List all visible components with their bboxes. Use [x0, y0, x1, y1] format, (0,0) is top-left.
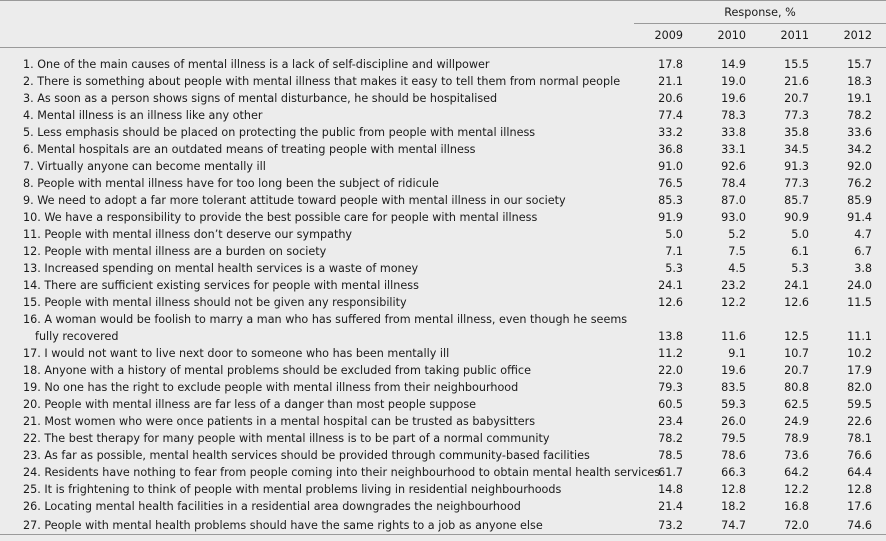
value-cell: 91.4 [847, 211, 873, 224]
value-cell: 61.7 [658, 466, 683, 479]
value-cell: 16.8 [784, 500, 809, 513]
table-row [0, 243, 886, 260]
table-row [0, 362, 886, 379]
value-cell: 23.2 [721, 279, 746, 292]
value-cell: 91.3 [784, 160, 809, 173]
value-cell: 62.5 [784, 398, 809, 411]
header-row-response [0, 1, 886, 24]
statement-cell: 27. People with mental health problems should have the same rights to a job as anyone else [0, 515, 634, 535]
value-cell: 5.3 [665, 262, 683, 275]
statement-cell: 17. I would not want to live next door to someone who has been mentally ill [23, 347, 450, 360]
value-cell: 19.1 [847, 92, 873, 105]
value-cell: 76.5 [658, 177, 683, 190]
value-cell: 15.7 [847, 58, 873, 71]
value-cell: 78.2 [658, 432, 683, 445]
table-row [0, 311, 886, 345]
table-row [0, 345, 886, 362]
value-cell: 33.1 [721, 143, 746, 156]
statement-text: 16. A woman would be foolish to marry a man who has suffered from mental illness, even though he seems [23, 313, 628, 326]
value-cell: 17.9 [847, 364, 873, 377]
table-row [0, 379, 886, 396]
value-cell: 33.2 [658, 126, 683, 139]
value-cell: 36.8 [658, 143, 683, 156]
table-row [0, 498, 886, 515]
statement-cell: 2. There is something about people with mental illness that makes it easy to tell them from normal people [23, 75, 621, 88]
value-cell: 12.2 [721, 296, 746, 309]
value-cell: 21.6 [784, 75, 809, 88]
value-cell: 21.4 [658, 500, 683, 513]
value-cell: 20.7 [784, 92, 809, 105]
statement-cell: 15. People with mental illness should not be given any responsibility [23, 296, 407, 309]
value-cell: 4.5 [728, 262, 746, 275]
statement-cell: 6. Mental hospitals are an outdated means of treating people with mental illness [23, 143, 476, 156]
table-row [0, 430, 886, 447]
value-cell: 73.6 [784, 449, 809, 462]
value-cell: 19.6 [721, 364, 746, 377]
value-cell: 11.2 [658, 347, 683, 360]
value-cell: 34.2 [847, 143, 873, 156]
statement-cell: 3. As soon as a person shows signs of mental disturbance, he should be hospitalised [23, 92, 498, 105]
statement-cell: 4. Mental illness is an illness like any other [23, 109, 263, 122]
value-cell: 5.0 [791, 228, 809, 241]
statement-cell: 18. Anyone with a history of mental problems should be excluded from taking public office [23, 364, 531, 377]
value-cell: 60.5 [658, 398, 683, 411]
value-cell: 18.2 [721, 500, 746, 513]
value-cell: 19.6 [721, 92, 746, 105]
value-cell: 12.6 [784, 296, 809, 309]
table-row [0, 515, 886, 535]
table-row [0, 413, 886, 430]
value-cell: 73.2 [634, 515, 697, 535]
value-cell: 76.6 [847, 449, 873, 462]
value-cell: 7.1 [665, 245, 683, 258]
value-cell: 33.8 [721, 126, 746, 139]
value-cell: 78.6 [721, 449, 746, 462]
value-cell: 78.5 [658, 449, 683, 462]
value-cell: 12.2 [784, 483, 809, 496]
statement-cell: 8. People with mental illness have for too long been the subject of ridicule [23, 177, 439, 190]
value-cell: 83.5 [721, 381, 746, 394]
value-cell: 9.1 [728, 347, 746, 360]
table-row [0, 175, 886, 192]
value-cell: 11.1 [847, 330, 873, 343]
value-cell: 34.5 [784, 143, 809, 156]
statement-cell: 21. Most women who were once patients in a mental hospital can be trusted as babysitters [23, 415, 536, 428]
value-cell: 91.0 [658, 160, 683, 173]
value-cell: 35.8 [784, 126, 809, 139]
value-cell: 5.0 [665, 228, 683, 241]
value-cell: 87.0 [721, 194, 746, 207]
value-cell: 12.8 [847, 483, 873, 496]
value-cell: 14.9 [721, 58, 746, 71]
statement-cell: 25. It is frightening to think of people with mental problems living in residential neighbourhoods [23, 483, 562, 496]
value-cell: 18.3 [847, 75, 873, 88]
value-cell: 91.9 [658, 211, 683, 224]
statement-cell: 13. Increased spending on mental health services is a waste of money [23, 262, 419, 275]
value-cell: 7.5 [728, 245, 746, 258]
value-cell: 23.4 [658, 415, 683, 428]
value-cell: 19.0 [721, 75, 746, 88]
table-row [0, 107, 886, 124]
value-cell: 93.0 [721, 211, 746, 224]
value-cell: 59.3 [721, 398, 746, 411]
statement-cell: 24. Residents have nothing to fear from people coming into their neighbourhood to obtain mental health services [23, 466, 661, 479]
statement-cell: 5. Less emphasis should be placed on protecting the public from people with mental illness [23, 126, 536, 139]
value-cell: 64.2 [784, 466, 809, 479]
year-header: 2009 [634, 24, 697, 48]
value-cell: 78.1 [847, 432, 873, 445]
statement-cell: 7. Virtually anyone can become mentally ill [23, 160, 266, 173]
value-cell: 90.9 [784, 211, 809, 224]
header-row-years [0, 24, 886, 48]
value-cell: 74.7 [697, 515, 760, 535]
value-cell: 14.8 [658, 483, 683, 496]
value-cell: 78.9 [784, 432, 809, 445]
value-cell: 66.3 [721, 466, 746, 479]
statement-cell: 26. Locating mental health facilities in a residential area downgrades the neighbourhood [23, 500, 521, 513]
value-cell: 80.8 [784, 381, 809, 394]
value-cell: 77.3 [784, 109, 809, 122]
year-header: 2010 [697, 24, 760, 48]
value-cell: 17.6 [847, 500, 873, 513]
value-cell: 78.2 [847, 109, 873, 122]
value-cell: 72.0 [760, 515, 823, 535]
value-cell: 15.5 [784, 58, 809, 71]
value-cell: 4.7 [854, 228, 873, 241]
statement-cell: 14. There are sufficient existing services for people with mental illness [23, 279, 419, 292]
table-row [0, 158, 886, 175]
value-cell: 59.5 [847, 398, 873, 411]
value-cell: 33.6 [847, 126, 873, 139]
statement-cell: 12. People with mental illness are a burden on society [23, 245, 327, 258]
table-row [0, 56, 886, 73]
table-row [0, 464, 886, 481]
year-header: 2012 [823, 24, 886, 48]
statement-cell: 10. We have a responsibility to provide the best possible care for people with mental illness [23, 211, 538, 224]
value-cell: 24.1 [658, 279, 683, 292]
value-cell: 20.7 [784, 364, 809, 377]
value-cell: 92.6 [721, 160, 746, 173]
value-cell: 26.0 [721, 415, 746, 428]
value-cell: 78.4 [721, 177, 746, 190]
value-cell: 77.3 [784, 177, 809, 190]
value-cell: 10.7 [784, 347, 809, 360]
value-cell: 10.2 [847, 347, 873, 360]
value-cell: 5.3 [791, 262, 809, 275]
value-cell: 24.9 [784, 415, 809, 428]
statement-cell: 9. We need to adopt a far more tolerant attitude toward people with mental illness in our society [23, 194, 566, 207]
value-cell: 79.3 [658, 381, 683, 394]
value-cell: 64.4 [847, 466, 873, 479]
table-row [0, 192, 886, 209]
statement-cell [0, 311, 634, 345]
table-row [0, 141, 886, 158]
value-cell: 82.0 [847, 381, 873, 394]
value-cell: 6.7 [854, 245, 873, 258]
statement-cell: 11. People with mental illness don’t deserve our sympathy [23, 228, 353, 241]
value-cell: 22.6 [847, 415, 873, 428]
value-cell: 77.4 [658, 109, 683, 122]
value-cell: 21.1 [658, 75, 683, 88]
value-cell: 12.5 [784, 330, 809, 343]
value-cell: 6.1 [791, 245, 809, 258]
value-cell: 85.9 [847, 194, 873, 207]
year-header: 2011 [760, 24, 823, 48]
value-cell: 3.8 [854, 262, 873, 275]
table-row [0, 90, 886, 107]
table-row [0, 447, 886, 464]
value-cell: 22.0 [658, 364, 683, 377]
statement-cell: 20. People with mental illness are far less of a danger than most people suppose [23, 398, 477, 411]
value-cell: 24.0 [847, 279, 873, 292]
value-cell: 78.3 [721, 109, 746, 122]
value-cell: 11.6 [721, 330, 746, 343]
value-cell: 12.6 [658, 296, 683, 309]
table-row [0, 396, 886, 413]
value-cell: 76.2 [847, 177, 873, 190]
statement-cell: 23. As far as possible, mental health services should be provided through community-based facilities [23, 449, 590, 462]
statement-text-continued: fully recovered [35, 330, 119, 343]
value-cell: 74.6 [823, 515, 886, 535]
statement-cell: 19. No one has the right to exclude people with mental illness from their neighbourhood [23, 381, 519, 394]
table-row [0, 481, 886, 498]
table-row [0, 73, 886, 90]
value-cell: 11.5 [847, 296, 873, 309]
value-cell: 85.3 [658, 194, 683, 207]
response-header: Response, % [634, 1, 886, 24]
statement-cell: 22. The best therapy for many people with mental illness is to be part of a normal community [23, 432, 550, 445]
table-row [0, 226, 886, 243]
value-cell: 85.7 [784, 194, 809, 207]
statement-cell: 1. One of the main causes of mental illness is a lack of self-discipline and willpower [23, 58, 490, 71]
value-cell: 92.0 [847, 160, 873, 173]
value-cell: 12.8 [721, 483, 746, 496]
table-row [0, 277, 886, 294]
value-cell: 24.1 [784, 279, 809, 292]
table-row [0, 260, 886, 277]
value-cell: 5.2 [728, 228, 746, 241]
table-row [0, 294, 886, 311]
table-row [0, 209, 886, 226]
table-row [0, 124, 886, 141]
value-cell: 17.8 [658, 58, 683, 71]
value-cell: 79.5 [721, 432, 746, 445]
value-cell: 13.8 [658, 330, 683, 343]
value-cell: 20.6 [658, 92, 683, 105]
